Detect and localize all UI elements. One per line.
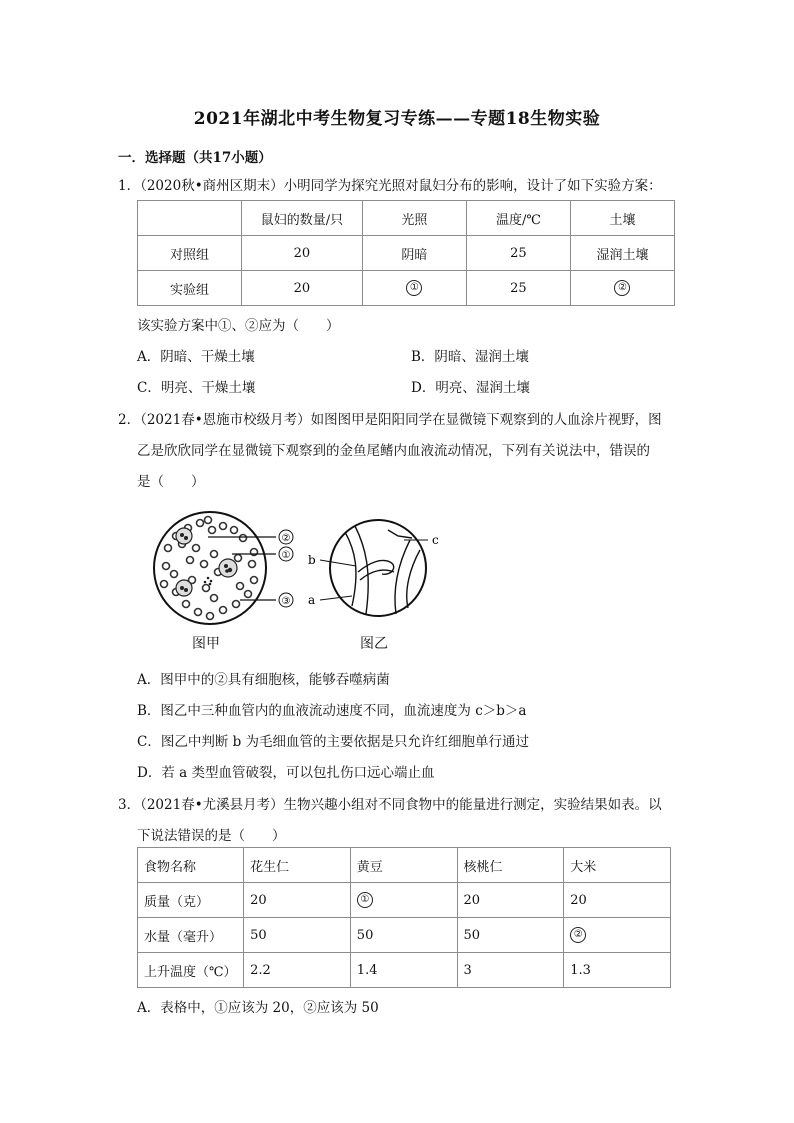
table-cell: 湿润土壤 bbox=[570, 236, 674, 271]
option-b: B．图乙中三种血管内的血液流动速度不同，血流速度为 c＞b＞a bbox=[137, 703, 527, 719]
table-cell: 50 bbox=[244, 918, 351, 953]
circled-2: ② bbox=[614, 280, 630, 296]
option-a: A．阴暗、干燥土壤 bbox=[137, 349, 255, 365]
table-cell: 2.2 bbox=[244, 953, 351, 988]
question-3-stem-line2: 下说法错误的是（ ） bbox=[137, 828, 286, 844]
table-cell: 上升温度（℃） bbox=[138, 953, 244, 988]
table-row bbox=[138, 883, 671, 918]
question-1-table bbox=[137, 200, 675, 306]
table-cell bbox=[350, 883, 457, 918]
document-title: 2021年湖北中考生物复习专练——专题18生物实验 bbox=[193, 109, 601, 129]
label-b: b bbox=[308, 553, 316, 567]
section-heading: 一．选择题（共17小题） bbox=[118, 150, 272, 166]
question-1-sub: 该实验方案中①、②应为（ ） bbox=[137, 318, 340, 334]
circled-1: ① bbox=[357, 892, 373, 908]
circled-2: ② bbox=[570, 927, 586, 943]
table-cell: 20 bbox=[242, 271, 363, 306]
table-cell: 50 bbox=[457, 918, 564, 953]
table-cell: 25 bbox=[466, 271, 570, 306]
table-cell: 大米 bbox=[564, 848, 671, 883]
table-cell bbox=[362, 271, 466, 306]
table-cell: 20 bbox=[457, 883, 564, 918]
label-3: ③ bbox=[281, 596, 291, 607]
table-cell: 20 bbox=[564, 883, 671, 918]
table-cell: 20 bbox=[242, 236, 363, 271]
table-cell: 黄豆 bbox=[350, 848, 457, 883]
question-2-stem-line3: 是（ ） bbox=[137, 474, 205, 490]
table-cell: 实验组 bbox=[138, 271, 242, 306]
table-cell: 1.3 bbox=[564, 953, 671, 988]
option-c: C．明亮、干燥土壤 bbox=[137, 380, 256, 396]
table-cell bbox=[570, 271, 674, 306]
option-c: C．图乙中判断 b 为毛细血管的主要依据是只允许红细胞单行通过 bbox=[137, 734, 530, 750]
fish-fin-figure bbox=[300, 510, 450, 630]
table-row bbox=[138, 271, 675, 306]
label-1: ① bbox=[281, 550, 291, 561]
table-cell: 光照 bbox=[362, 201, 466, 236]
table-cell bbox=[138, 201, 242, 236]
label-a: a bbox=[308, 593, 316, 607]
figure-b-caption: 图乙 bbox=[360, 636, 388, 652]
question-2-stem-line2: 乙是欣欣同学在显微镜下观察到的金鱼尾鳍内血液流动情况，下列有关说法中，错误的 bbox=[137, 443, 650, 459]
table-cell: 食物名称 bbox=[138, 848, 244, 883]
blood-smear-figure bbox=[148, 508, 308, 628]
table-header-row bbox=[138, 201, 675, 236]
table-header-row bbox=[138, 848, 671, 883]
table-cell: 20 bbox=[244, 883, 351, 918]
table-cell: 鼠妇的数量/只 bbox=[242, 201, 363, 236]
table-cell: 水量（毫升） bbox=[138, 918, 244, 953]
table-row bbox=[138, 236, 675, 271]
option-a: A．表格中，①应该为 20，②应该为 50 bbox=[137, 1000, 379, 1016]
question-3-table bbox=[137, 847, 671, 988]
question-3-stem-line1: 3．（2021春•尤溪县月考）生物兴趣小组对不同食物中的能量进行测定，实验结果如表。以 bbox=[118, 797, 662, 813]
table-cell: 50 bbox=[350, 918, 457, 953]
figure-a-caption: 图甲 bbox=[192, 636, 220, 652]
table-cell: 土壤 bbox=[570, 201, 674, 236]
table-cell bbox=[564, 918, 671, 953]
table-cell: 核桃仁 bbox=[457, 848, 564, 883]
option-d: D．明亮、湿润土壤 bbox=[411, 380, 530, 396]
table-cell: 25 bbox=[466, 236, 570, 271]
option-b: B．阴暗、湿润土壤 bbox=[411, 349, 529, 365]
table-cell: 温度/℃ bbox=[466, 201, 570, 236]
table-cell: 质量（克） bbox=[138, 883, 244, 918]
table-cell: 花生仁 bbox=[244, 848, 351, 883]
question-2-stem-line1: 2．（2021春•恩施市校级月考）如图图甲是阳阳同学在显微镜下观察到的人血涂片视野，图 bbox=[118, 412, 662, 428]
table-cell: 对照组 bbox=[138, 236, 242, 271]
table-cell: 3 bbox=[457, 953, 564, 988]
option-d: D．若 a 类型血管破裂，可以包扎伤口远心端止血 bbox=[137, 765, 435, 781]
table-row bbox=[138, 918, 671, 953]
label-c: c bbox=[432, 533, 439, 547]
label-2: ② bbox=[281, 533, 291, 544]
table-row bbox=[138, 953, 671, 988]
circled-1: ① bbox=[406, 280, 422, 296]
table-cell: 阴暗 bbox=[362, 236, 466, 271]
option-a: A．图甲中的②具有细胞核，能够吞噬病菌 bbox=[137, 672, 390, 688]
table-cell: 1.4 bbox=[350, 953, 457, 988]
question-1-stem: 1．（2020秋•商州区期末）小明同学为探究光照对鼠妇分布的影响，设计了如下实验方案： bbox=[118, 178, 662, 194]
